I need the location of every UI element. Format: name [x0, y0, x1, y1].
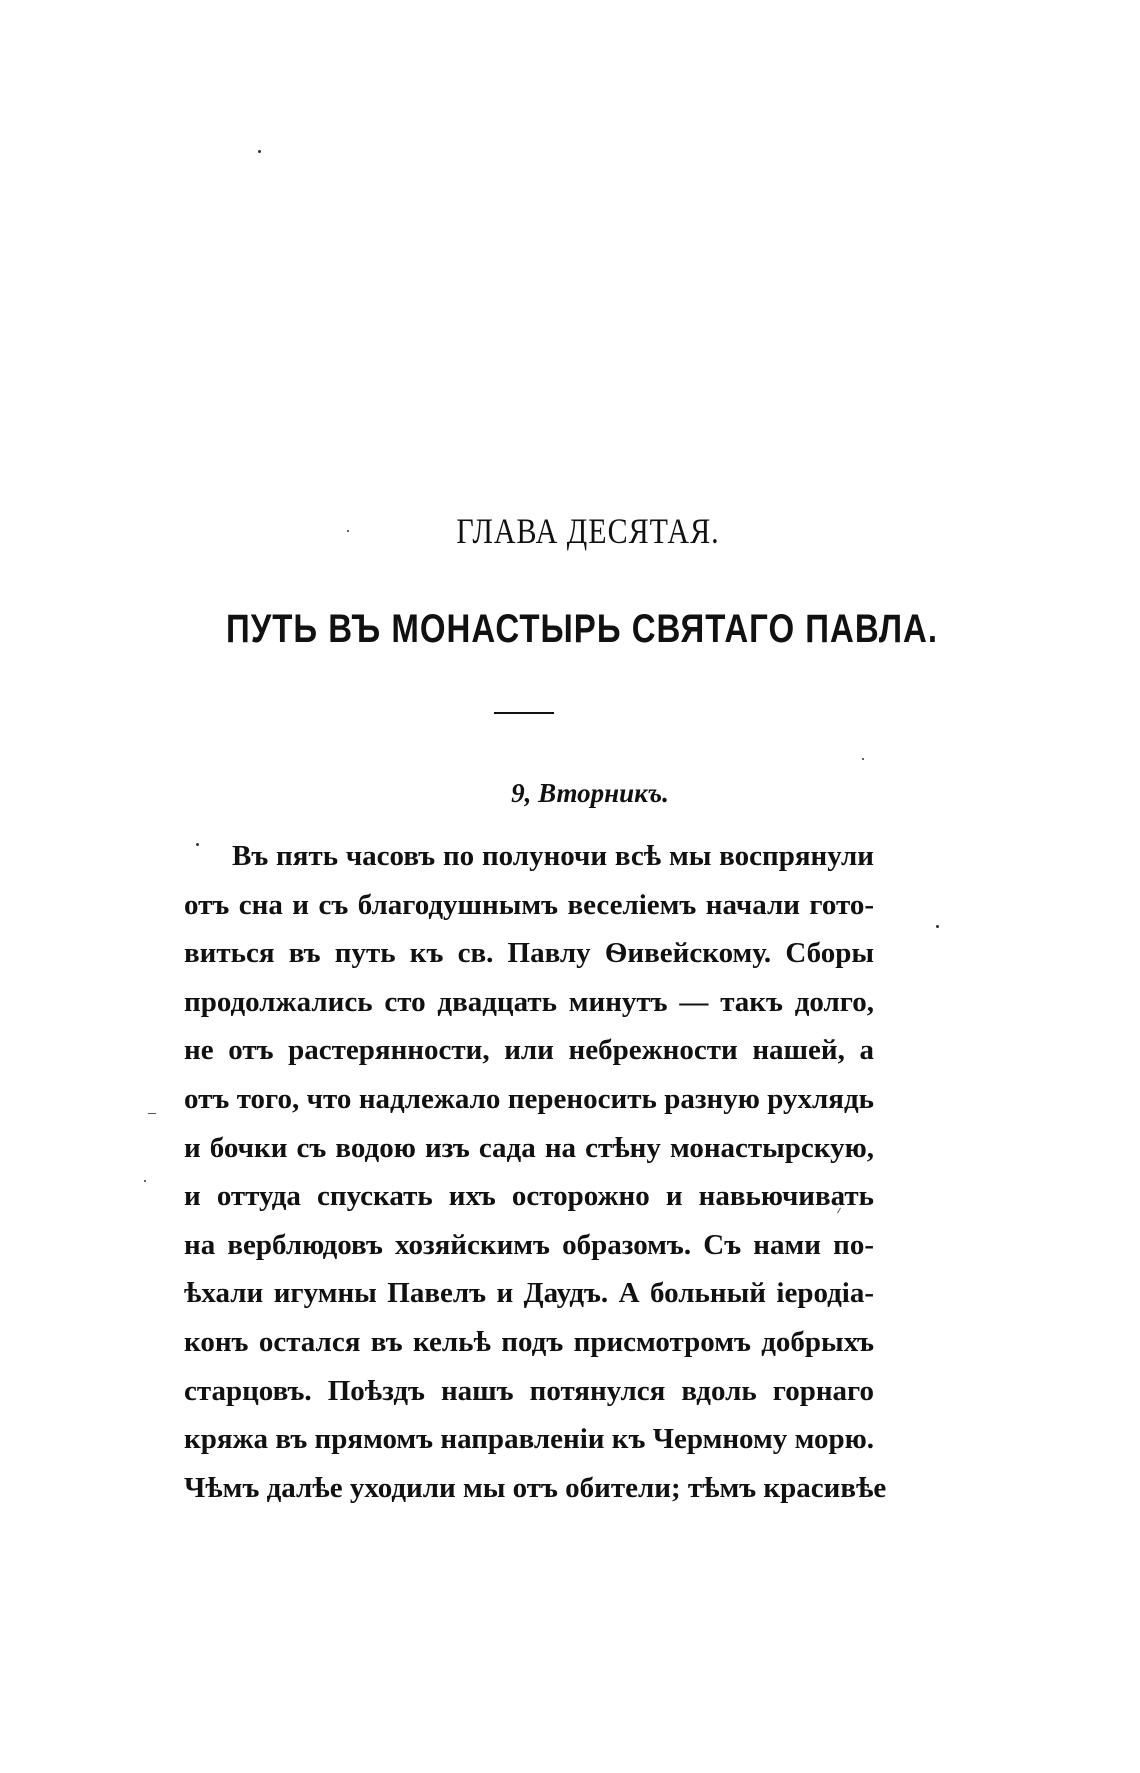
- print-speck: [936, 925, 939, 928]
- text-line: на верблюдовъ хозяйскимъ образомъ. Съ нами по-: [184, 1228, 874, 1261]
- text-line: Чѣмъ далѣе уходили мы отъ обители; тѣмъ красивѣе: [184, 1471, 887, 1504]
- text-line: и бочки съ водою изъ сада на стѣну монастырскую,: [184, 1131, 874, 1164]
- text-line: ѣхали игумны Павелъ и Даудъ. А больный іеродіа-: [184, 1277, 874, 1310]
- text-line: кряжа въ прямомъ направленіи къ Чермному морю.: [184, 1423, 874, 1456]
- print-mark: [148, 1113, 156, 1114]
- title-rule-divider: [494, 712, 554, 714]
- chapter-label: ГЛАВА ДЕСЯТАЯ.: [456, 512, 720, 552]
- text-line: виться въ путь къ св. Павлу Ѳивейскому. Сборы: [184, 937, 874, 970]
- print-speck: [144, 1180, 146, 1182]
- text-line: Въ пять часовъ по полуночи всѣ мы воспрянули: [232, 840, 874, 872]
- print-speck: [258, 150, 261, 153]
- text-line: отъ сна и съ благодушнымъ веселіемъ начали гото-: [184, 888, 874, 921]
- text-line: и оттуда спускать ихъ осторожно и навьючивать: [184, 1180, 874, 1213]
- text-line: старцовъ. Поѣздъ нашъ потянулся вдоль горнаго: [184, 1374, 874, 1407]
- body-text: [184, 832, 887, 1512]
- chapter-title: ПУТЬ ВЪ МОНАСТЫРЬ СВЯТАГО ПАВЛА.: [225, 606, 938, 651]
- text-line: продолжались сто двадцать минутъ — такъ долго,: [184, 985, 874, 1018]
- print-speck: [862, 758, 864, 760]
- text-line: конъ остался въ кельѣ подъ присмотромъ добрыхъ: [184, 1325, 874, 1358]
- text-line: не отъ растерянности, или небрежности нашей, а: [184, 1034, 874, 1067]
- text-line: отъ того, что надлежало переносить разную рухлядь: [184, 1082, 874, 1115]
- diary-entry-date: 9, Вторникъ.: [511, 778, 669, 808]
